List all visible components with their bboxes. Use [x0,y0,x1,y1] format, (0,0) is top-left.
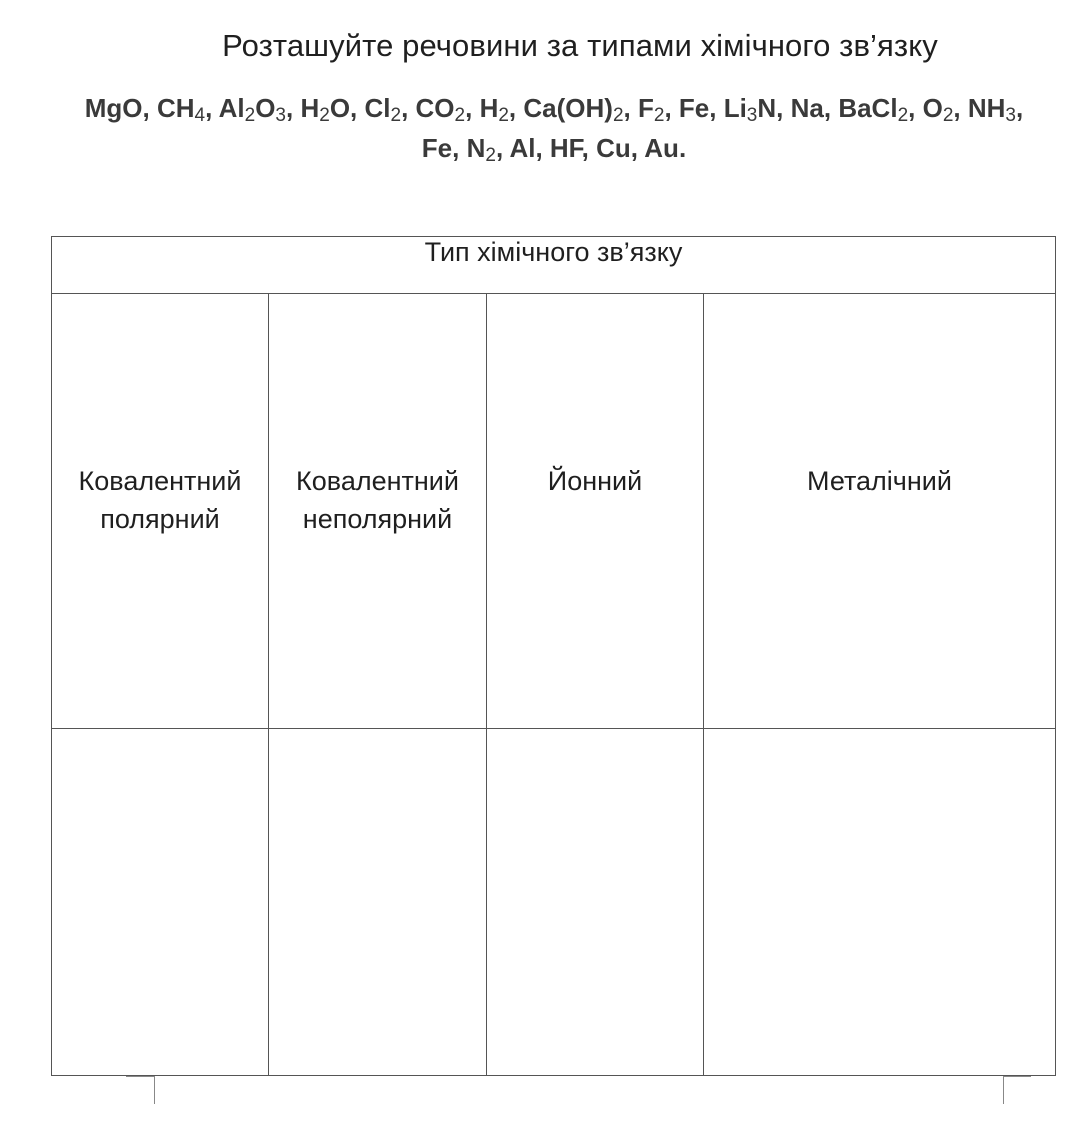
answer-cell-metallic[interactable] [704,729,1056,1076]
formula-subscript: 2 [897,105,909,126]
column-label-line1: Йонний [547,466,643,496]
formula-base: H [300,93,320,123]
answer-cell-ionic[interactable] [487,729,704,1076]
formula-base: Al [509,133,536,163]
formula-separator: , [776,93,791,123]
formula-separator: , [142,93,157,123]
formula-base: Cu [596,133,631,163]
formula-separator: , [623,93,638,123]
column-label-line1: Ковалентний [296,466,459,496]
formula-separator: , [535,133,550,163]
table-header: Тип хімічного зв’язку [52,237,1056,294]
answer-cell-covalent-nonpolar[interactable] [269,729,487,1076]
formula-separator: , [1016,93,1024,123]
formula-base: HF [549,133,582,163]
formula-base: O [329,93,351,123]
formula-subscript: 2 [485,145,496,166]
formula-base: Fe [678,93,710,123]
formula-separator: , [908,93,923,123]
corner-mark-right [1003,1076,1031,1077]
bond-type-table [51,236,1056,1076]
formula-base: Al [218,93,245,123]
formula-base: N [757,93,777,123]
formula-separator: , [465,93,480,123]
formula-separator: . [678,133,687,163]
formula-base: Cl [364,93,391,123]
formula-base: Li [723,93,747,123]
column-label-line1: Металічний [807,466,952,496]
formula-subscript: 4 [194,105,206,126]
task-title: Розташуйте речовини за типами хімічного зв’язку [222,28,938,63]
formula-separator: , [495,133,510,163]
formula-base: Au [644,133,679,163]
bond-type-row [52,294,1056,729]
column-metallic [704,294,1056,729]
column-label-line2: полярний [100,504,220,534]
formula-subscript: 2 [942,105,954,126]
formula-subscript: 2 [454,105,466,126]
formula-separator: , [508,93,524,123]
formula-separator: , [286,93,301,123]
corner-mark-right-vertical [1003,1076,1004,1104]
formula-base: F [637,93,654,123]
formula-separator: , [350,93,365,123]
formula-separator: , [205,93,219,123]
formula-subscript: 3 [746,105,758,126]
substance-list-line-1 [60,88,1048,128]
formula-base: N [466,133,486,163]
formula-subscript: 2 [244,105,256,126]
formula-base: CO [415,93,455,123]
formula-base: MgO [84,93,143,123]
answer-cell-covalent-polar[interactable] [52,729,269,1076]
formula-base: Ca(OH) [523,93,613,123]
formula-base: CH [156,93,195,123]
formula-separator: , [953,93,968,123]
formula-separator: , [452,133,467,163]
formula-base: NH [967,93,1006,123]
formula-subscript: 2 [319,105,330,126]
formula-separator: , [664,93,679,123]
formula-subscript: 3 [275,105,286,126]
substance-list [60,88,1048,168]
formula-subscript: 2 [653,105,665,126]
formula-subscript: 3 [1005,105,1016,126]
formula-base: Fe [421,133,453,163]
table-header-row [52,237,1056,294]
column-label-line2: неполярний [302,504,453,534]
column-ionic [487,294,704,729]
formula-base: O [922,93,943,123]
formula-separator: , [581,133,597,163]
answer-row [52,729,1056,1076]
formula-base: Na [790,93,824,123]
formula-separator: , [709,93,724,123]
formula-subscript: 2 [612,105,624,126]
formula-subscript: 2 [498,105,509,126]
formula-base: O [255,93,276,123]
formula-separator: , [401,93,416,123]
formula-base: BaCl [838,93,898,123]
substance-list-line-2 [60,128,1048,168]
column-covalent-nonpolar [269,294,487,729]
column-covalent-polar [52,294,269,729]
formula-subscript: 2 [390,105,402,126]
formula-separator: , [823,93,839,123]
corner-mark-left-vertical [154,1076,155,1104]
column-label-line1: Ковалентний [78,466,242,496]
formula-base: H [479,93,499,123]
corner-mark-left [126,1076,154,1077]
formula-separator: , [630,133,645,163]
